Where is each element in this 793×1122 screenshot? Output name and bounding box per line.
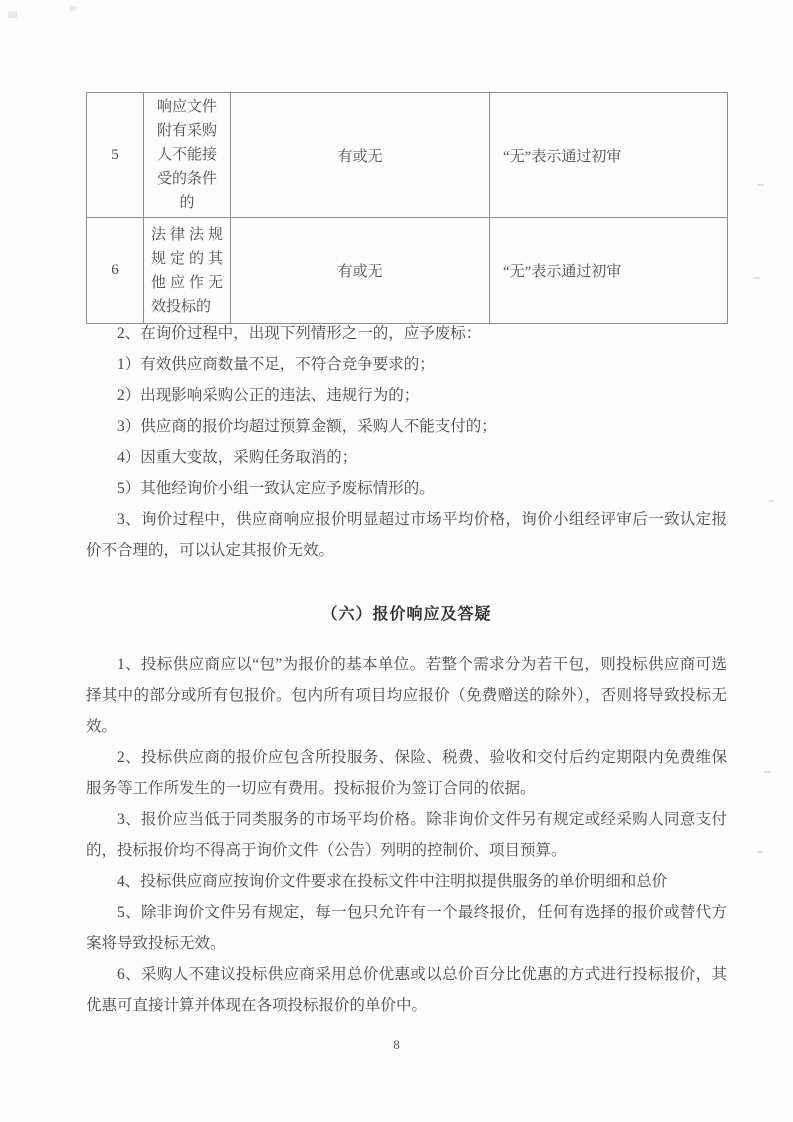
list-item: 1）有效供应商数量不足，不符合竞争要求的； [117,356,435,373]
scan-mark [757,184,764,186]
list-item: 2）出现影响采购公正的违法、违规行为的； [117,387,420,404]
row-number-cell: 6 [87,218,144,324]
criteria-cell: 响应文件附有采购人不能接受的条件的 [144,93,231,218]
list-item: 3）供应商的报价均超过预算金额，采购人不能支付的； [117,418,497,435]
inquiry-rules-section [86,318,727,566]
scan-mark [764,771,771,773]
paragraph: 6、采购人不建议投标供应商采用总价优惠或以总价百分比优惠的方式进行投标报价，其优惠可直接计算并体现在各项投标报价的单价中。 [86,966,727,1014]
table-row [87,218,728,324]
scan-mark [757,851,763,853]
scan-smudge [8,11,17,18]
paragraph: 4、投标供应商应按询价文件要求在投标文件中注明拟提供服务的单价明细和总价 [117,873,668,890]
list-item: 4）因重大变故，采购任务取消的； [117,449,358,466]
row-number-cell: 5 [87,93,144,218]
paragraph: 2、投标供应商的报价应包含所投服务、保险、税费、验收和交付后约定期限内免费维保服务等工作所发生的一切应有费用。投标报价为签订合同的依据。 [86,749,727,797]
table-row [87,93,728,218]
preliminary-review-table [86,92,728,324]
paragraph: 3、询价过程中，供应商响应报价明显超过市场平均价格，询价小组经评审后一致认定报价不合理的，可以认定其报价无效。 [86,511,727,559]
quotation-rules-section [86,649,727,1021]
scan-mark [768,500,774,502]
content-cell: 有或无 [231,93,490,218]
scan-smudge [70,6,76,11]
paragraph: 1、投标供应商应以“包”为报价的基本单位。若整个需求分为若干包，则投标供应商可选择其中的部分或所有包报价。包内所有项目均应报价（免费赠送的除外），否则将导致投标无效。 [86,656,727,735]
body-text [86,318,727,1021]
conclusion-cell: “无”表示通过初审 [490,93,728,218]
page-number: 8 [393,1037,400,1052]
content-cell: 有或无 [231,218,490,324]
paragraph: 3、报价应当低于同类服务的市场平均价格。除非询价文件另有规定或经采购人同意支付的，投标报价均不得高于询价文件（公告）列明的控制价、项目预算。 [86,811,727,859]
paragraph: 5、除非询价文件另有规定，每一包只允许有一个最终报价，任何有选择的报价或替代方案将导致投标无效。 [86,904,727,952]
list-item: 5）其他经询价小组一致认定应予废标情形的。 [117,480,435,497]
criteria-cell: 法律法规规定的其他应作无效投标的 [144,218,231,324]
scan-mark [753,277,760,279]
conclusion-cell: “无”表示通过初审 [490,218,728,324]
paragraph: 2、在询价过程中，出现下列情形之一的，应予废标： [117,325,482,342]
section-heading: （六）报价响应及答疑 [321,606,492,623]
